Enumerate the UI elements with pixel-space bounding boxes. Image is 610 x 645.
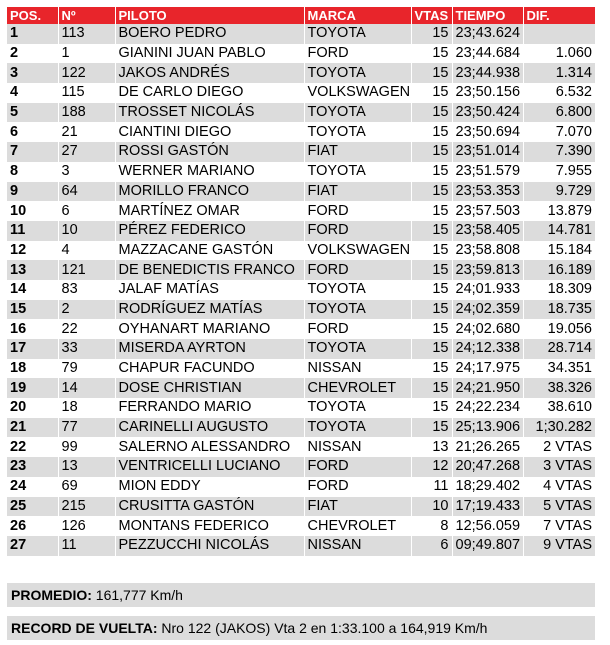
- cell-marca: FORD: [304, 477, 411, 497]
- cell-marca: FORD: [304, 44, 411, 64]
- cell-dif: 5 VTAS: [523, 497, 595, 517]
- cell-pos: 12: [7, 241, 58, 261]
- table-row: [7, 201, 595, 221]
- header-number: Nº: [58, 7, 115, 24]
- table-row: [7, 359, 595, 379]
- cell-pos: 7: [7, 142, 58, 162]
- cell-vtas: 13: [411, 437, 452, 457]
- cell-tiempo: 24;02.680: [452, 319, 523, 339]
- results-table: [7, 7, 595, 556]
- cell-piloto: MORILLO FRANCO: [115, 182, 304, 202]
- cell-pos: 2: [7, 44, 58, 64]
- cell-number: 2: [58, 300, 115, 320]
- cell-piloto: PEZZUCCHI NICOLÁS: [115, 536, 304, 556]
- cell-dif: 7 VTAS: [523, 516, 595, 536]
- cell-pos: 13: [7, 260, 58, 280]
- header-tiempo: TIEMPO: [452, 7, 523, 24]
- cell-piloto: CRUSITTA GASTÓN: [115, 497, 304, 517]
- cell-tiempo: 24;02.359: [452, 300, 523, 320]
- cell-marca: FORD: [304, 260, 411, 280]
- cell-vtas: 15: [411, 142, 452, 162]
- table-row: [7, 497, 595, 517]
- cell-pos: 23: [7, 457, 58, 477]
- cell-piloto: TROSSET NICOLÁS: [115, 103, 304, 123]
- cell-marca: FORD: [304, 457, 411, 477]
- cell-tiempo: 24;12.338: [452, 339, 523, 359]
- cell-dif: 38.326: [523, 378, 595, 398]
- table-row: [7, 457, 595, 477]
- cell-marca: NISSAN: [304, 359, 411, 379]
- cell-dif: 28.714: [523, 339, 595, 359]
- cell-tiempo: 24;17.975: [452, 359, 523, 379]
- cell-number: 6: [58, 201, 115, 221]
- cell-piloto: BOERO PEDRO: [115, 24, 304, 44]
- cell-tiempo: 20;47.268: [452, 457, 523, 477]
- cell-dif: 1;30.282: [523, 418, 595, 438]
- cell-tiempo: 23;50.424: [452, 103, 523, 123]
- cell-piloto: CIANTINI DIEGO: [115, 122, 304, 142]
- promedio-box: [7, 583, 595, 607]
- cell-vtas: 15: [411, 221, 452, 241]
- cell-number: 27: [58, 142, 115, 162]
- cell-tiempo: 23;58.405: [452, 221, 523, 241]
- cell-vtas: 15: [411, 201, 452, 221]
- cell-number: 115: [58, 83, 115, 103]
- cell-number: 126: [58, 516, 115, 536]
- cell-dif: 14.781: [523, 221, 595, 241]
- cell-vtas: 15: [411, 241, 452, 261]
- cell-marca: FIAT: [304, 497, 411, 517]
- cell-piloto: MONTANS FEDERICO: [115, 516, 304, 536]
- record-value: Nro 122 (JAKOS) Vta 2 en 1:33.100 a 164,919 Km/h: [161, 620, 488, 636]
- cell-pos: 5: [7, 103, 58, 123]
- table-row: [7, 260, 595, 280]
- cell-marca: NISSAN: [304, 536, 411, 556]
- cell-dif: 6.532: [523, 83, 595, 103]
- cell-dif: 9 VTAS: [523, 536, 595, 556]
- cell-number: 3: [58, 162, 115, 182]
- cell-marca: FIAT: [304, 182, 411, 202]
- cell-pos: 11: [7, 221, 58, 241]
- cell-marca: CHEVROLET: [304, 378, 411, 398]
- cell-dif: 15.184: [523, 241, 595, 261]
- cell-tiempo: 23;50.156: [452, 83, 523, 103]
- cell-tiempo: 23;59.813: [452, 260, 523, 280]
- cell-piloto: DE BENEDICTIS FRANCO: [115, 260, 304, 280]
- cell-vtas: 15: [411, 339, 452, 359]
- cell-vtas: 15: [411, 260, 452, 280]
- cell-piloto: GIANINI JUAN PABLO: [115, 44, 304, 64]
- cell-number: 4: [58, 241, 115, 261]
- cell-vtas: 12: [411, 457, 452, 477]
- cell-number: 113: [58, 24, 115, 44]
- cell-vtas: 15: [411, 24, 452, 44]
- cell-pos: 20: [7, 398, 58, 418]
- cell-pos: 26: [7, 516, 58, 536]
- table-row: [7, 477, 595, 497]
- cell-number: 215: [58, 497, 115, 517]
- cell-vtas: 15: [411, 418, 452, 438]
- cell-vtas: 15: [411, 122, 452, 142]
- cell-pos: 8: [7, 162, 58, 182]
- cell-piloto: MISERDA AYRTON: [115, 339, 304, 359]
- cell-number: 83: [58, 280, 115, 300]
- cell-pos: 24: [7, 477, 58, 497]
- cell-piloto: RODRÍGUEZ MATÍAS: [115, 300, 304, 320]
- cell-marca: FORD: [304, 201, 411, 221]
- cell-tiempo: 18;29.402: [452, 477, 523, 497]
- table-row: [7, 437, 595, 457]
- cell-piloto: ROSSI GASTÓN: [115, 142, 304, 162]
- table-row: [7, 319, 595, 339]
- cell-marca: NISSAN: [304, 437, 411, 457]
- cell-marca: TOYOTA: [304, 398, 411, 418]
- cell-tiempo: 23;50.694: [452, 122, 523, 142]
- cell-number: 79: [58, 359, 115, 379]
- cell-number: 64: [58, 182, 115, 202]
- cell-vtas: 15: [411, 44, 452, 64]
- cell-number: 21: [58, 122, 115, 142]
- cell-piloto: FERRANDO MARIO: [115, 398, 304, 418]
- record-label: RECORD DE VUELTA:: [11, 620, 158, 636]
- cell-number: 121: [58, 260, 115, 280]
- cell-tiempo: 21;26.265: [452, 437, 523, 457]
- cell-tiempo: 24;01.933: [452, 280, 523, 300]
- cell-dif: 18.735: [523, 300, 595, 320]
- cell-tiempo: 23;51.014: [452, 142, 523, 162]
- cell-dif: 7.070: [523, 122, 595, 142]
- cell-piloto: PÉREZ FEDERICO: [115, 221, 304, 241]
- cell-dif: 13.879: [523, 201, 595, 221]
- cell-pos: 14: [7, 280, 58, 300]
- cell-dif: 3 VTAS: [523, 457, 595, 477]
- cell-vtas: 15: [411, 398, 452, 418]
- record-box: [7, 616, 595, 640]
- cell-vtas: 15: [411, 280, 452, 300]
- cell-dif: 7.390: [523, 142, 595, 162]
- cell-vtas: 15: [411, 359, 452, 379]
- table-row: [7, 536, 595, 556]
- cell-marca: VOLKSWAGEN: [304, 241, 411, 261]
- cell-number: 10: [58, 221, 115, 241]
- table-row: [7, 280, 595, 300]
- cell-vtas: 15: [411, 63, 452, 83]
- cell-pos: 4: [7, 83, 58, 103]
- cell-pos: 10: [7, 201, 58, 221]
- cell-piloto: MARTÍNEZ OMAR: [115, 201, 304, 221]
- cell-dif: 38.610: [523, 398, 595, 418]
- cell-dif: 16.189: [523, 260, 595, 280]
- cell-marca: TOYOTA: [304, 300, 411, 320]
- cell-dif: 19.056: [523, 319, 595, 339]
- table-row: [7, 83, 595, 103]
- cell-tiempo: 23;44.938: [452, 63, 523, 83]
- cell-vtas: 15: [411, 182, 452, 202]
- cell-vtas: 15: [411, 103, 452, 123]
- cell-number: 1: [58, 44, 115, 64]
- cell-piloto: OYHANART MARIANO: [115, 319, 304, 339]
- cell-marca: CHEVROLET: [304, 516, 411, 536]
- cell-marca: FORD: [304, 221, 411, 241]
- cell-tiempo: 23;51.579: [452, 162, 523, 182]
- cell-tiempo: 23;58.808: [452, 241, 523, 261]
- cell-dif: 1.060: [523, 44, 595, 64]
- cell-pos: 15: [7, 300, 58, 320]
- cell-marca: TOYOTA: [304, 162, 411, 182]
- cell-tiempo: 23;43.624: [452, 24, 523, 44]
- promedio-value: 161,777 Km/h: [95, 587, 183, 603]
- cell-number: 188: [58, 103, 115, 123]
- cell-pos: 22: [7, 437, 58, 457]
- table-row: [7, 103, 595, 123]
- cell-piloto: JALAF MATÍAS: [115, 280, 304, 300]
- cell-vtas: 11: [411, 477, 452, 497]
- header-dif: DIF.: [523, 7, 595, 24]
- table-row: [7, 44, 595, 64]
- table-row: [7, 182, 595, 202]
- cell-dif: 1.314: [523, 63, 595, 83]
- header-vtas: VTAS: [411, 7, 452, 24]
- cell-vtas: 15: [411, 162, 452, 182]
- cell-piloto: VENTRICELLI LUCIANO: [115, 457, 304, 477]
- table-row: [7, 24, 595, 44]
- cell-marca: FORD: [304, 319, 411, 339]
- results-body: [7, 24, 595, 556]
- table-row: [7, 339, 595, 359]
- cell-pos: 19: [7, 378, 58, 398]
- cell-number: 11: [58, 536, 115, 556]
- header-marca: MARCA: [304, 7, 411, 24]
- cell-tiempo: 17;19.433: [452, 497, 523, 517]
- cell-pos: 3: [7, 63, 58, 83]
- cell-pos: 16: [7, 319, 58, 339]
- cell-marca: TOYOTA: [304, 63, 411, 83]
- cell-vtas: 15: [411, 319, 452, 339]
- cell-marca: TOYOTA: [304, 103, 411, 123]
- cell-marca: TOYOTA: [304, 339, 411, 359]
- cell-pos: 1: [7, 24, 58, 44]
- cell-number: 77: [58, 418, 115, 438]
- cell-tiempo: 23;53.353: [452, 182, 523, 202]
- cell-vtas: 15: [411, 300, 452, 320]
- cell-pos: 21: [7, 418, 58, 438]
- table-row: [7, 378, 595, 398]
- cell-marca: VOLKSWAGEN: [304, 83, 411, 103]
- cell-number: 122: [58, 63, 115, 83]
- cell-dif: 34.351: [523, 359, 595, 379]
- cell-piloto: WERNER MARIANO: [115, 162, 304, 182]
- cell-pos: 17: [7, 339, 58, 359]
- header-pos: POS.: [7, 7, 58, 24]
- cell-vtas: 8: [411, 516, 452, 536]
- cell-number: 99: [58, 437, 115, 457]
- table-row: [7, 63, 595, 83]
- cell-pos: 18: [7, 359, 58, 379]
- cell-piloto: SALERNO ALESSANDRO: [115, 437, 304, 457]
- cell-piloto: MAZZACANE GASTÓN: [115, 241, 304, 261]
- table-row: [7, 516, 595, 536]
- table-row: [7, 398, 595, 418]
- cell-piloto: DOSE CHRISTIAN: [115, 378, 304, 398]
- cell-pos: 27: [7, 536, 58, 556]
- table-row: [7, 221, 595, 241]
- cell-piloto: JAKOS ANDRÉS: [115, 63, 304, 83]
- cell-tiempo: 24;21.950: [452, 378, 523, 398]
- cell-number: 14: [58, 378, 115, 398]
- cell-dif: 2 VTAS: [523, 437, 595, 457]
- cell-pos: 6: [7, 122, 58, 142]
- cell-piloto: CARINELLI AUGUSTO: [115, 418, 304, 438]
- cell-pos: 25: [7, 497, 58, 517]
- cell-piloto: MION EDDY: [115, 477, 304, 497]
- table-row: [7, 418, 595, 438]
- cell-piloto: DE CARLO DIEGO: [115, 83, 304, 103]
- cell-number: 13: [58, 457, 115, 477]
- cell-tiempo: 23;44.684: [452, 44, 523, 64]
- cell-marca: TOYOTA: [304, 122, 411, 142]
- cell-dif: 9.729: [523, 182, 595, 202]
- cell-marca: FIAT: [304, 142, 411, 162]
- cell-dif: 7.955: [523, 162, 595, 182]
- cell-number: 22: [58, 319, 115, 339]
- table-row: [7, 241, 595, 261]
- table-row: [7, 122, 595, 142]
- table-row: [7, 142, 595, 162]
- cell-pos: 9: [7, 182, 58, 202]
- cell-dif: 18.309: [523, 280, 595, 300]
- header-row: [7, 7, 595, 24]
- cell-piloto: CHAPUR FACUNDO: [115, 359, 304, 379]
- cell-tiempo: 09;49.807: [452, 536, 523, 556]
- cell-dif: 4 VTAS: [523, 477, 595, 497]
- promedio-label: PROMEDIO:: [11, 587, 92, 603]
- cell-marca: TOYOTA: [304, 280, 411, 300]
- cell-number: 33: [58, 339, 115, 359]
- cell-number: 69: [58, 477, 115, 497]
- cell-vtas: 6: [411, 536, 452, 556]
- cell-dif: [523, 24, 595, 44]
- cell-vtas: 10: [411, 497, 452, 517]
- cell-tiempo: 12;56.059: [452, 516, 523, 536]
- cell-tiempo: 25;13.906: [452, 418, 523, 438]
- cell-number: 18: [58, 398, 115, 418]
- cell-vtas: 15: [411, 378, 452, 398]
- table-row: [7, 162, 595, 182]
- table-row: [7, 300, 595, 320]
- cell-marca: TOYOTA: [304, 418, 411, 438]
- header-piloto: PILOTO: [115, 7, 304, 24]
- cell-tiempo: 23;57.503: [452, 201, 523, 221]
- cell-vtas: 15: [411, 83, 452, 103]
- cell-tiempo: 24;22.234: [452, 398, 523, 418]
- cell-marca: TOYOTA: [304, 24, 411, 44]
- cell-dif: 6.800: [523, 103, 595, 123]
